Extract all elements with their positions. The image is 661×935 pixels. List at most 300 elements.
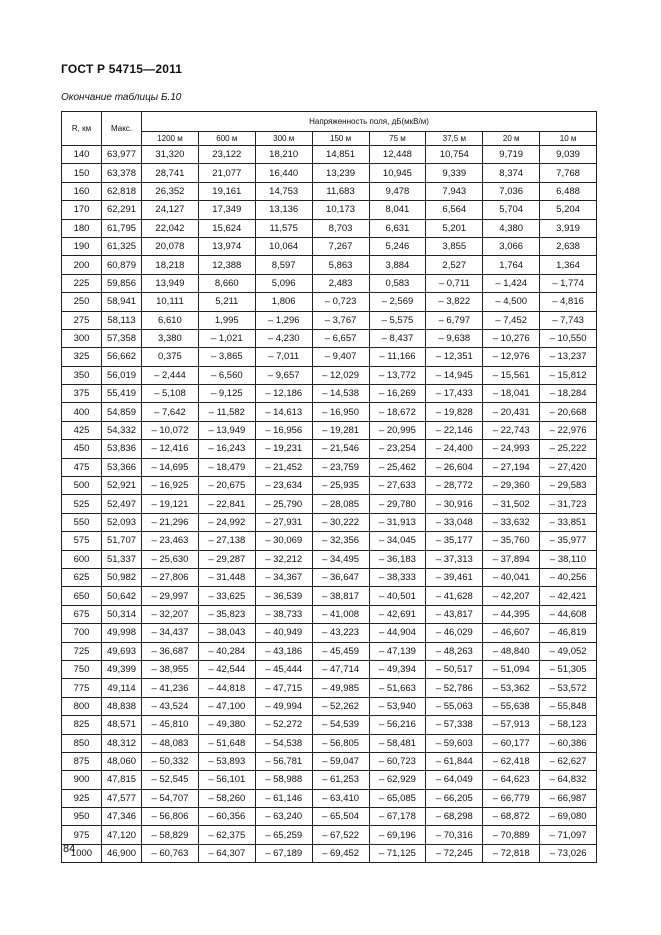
value-cell: – 38,110 bbox=[540, 550, 597, 568]
max-cell: 50,642 bbox=[102, 587, 142, 605]
max-cell: 63,977 bbox=[102, 146, 142, 164]
column-group-header-field-strength: Напряженность поля, дБ(мкВ/м) bbox=[142, 112, 597, 132]
table-row bbox=[62, 421, 597, 439]
value-cell: – 1,021 bbox=[198, 329, 255, 347]
value-cell: – 59,047 bbox=[312, 752, 369, 770]
value-cell: 13,136 bbox=[255, 201, 312, 219]
value-cell: – 11,582 bbox=[198, 403, 255, 421]
table-row bbox=[62, 219, 597, 237]
value-cell: – 14,695 bbox=[142, 458, 199, 476]
document-standard-header: ГОСТ Р 54715—2011 bbox=[61, 62, 183, 76]
value-cell: – 34,367 bbox=[255, 568, 312, 586]
value-cell: – 12,351 bbox=[426, 348, 483, 366]
value-cell: – 35,760 bbox=[483, 532, 540, 550]
distance-cell: 425 bbox=[62, 421, 102, 439]
table-row bbox=[62, 532, 597, 550]
value-cell: – 37,894 bbox=[483, 550, 540, 568]
max-cell: 61,795 bbox=[102, 219, 142, 237]
value-cell: – 48,263 bbox=[426, 642, 483, 660]
value-cell: 0,583 bbox=[369, 274, 426, 292]
table-row bbox=[62, 256, 597, 274]
max-cell: 54,859 bbox=[102, 403, 142, 421]
value-cell: – 41,628 bbox=[426, 587, 483, 605]
value-cell: – 20,995 bbox=[369, 421, 426, 439]
page-number: 84 bbox=[63, 843, 76, 855]
value-cell: – 69,080 bbox=[540, 808, 597, 826]
value-cell: 15,624 bbox=[198, 219, 255, 237]
value-cell: – 56,101 bbox=[198, 771, 255, 789]
value-cell: – 42,207 bbox=[483, 587, 540, 605]
value-cell: 13,239 bbox=[312, 164, 369, 182]
distance-cell: 375 bbox=[62, 385, 102, 403]
max-cell: 47,346 bbox=[102, 808, 142, 826]
distance-cell: 225 bbox=[62, 274, 102, 292]
value-cell: – 16,925 bbox=[142, 477, 199, 495]
value-cell: – 23,254 bbox=[369, 440, 426, 458]
value-cell: 5,204 bbox=[540, 201, 597, 219]
value-cell: – 52,272 bbox=[255, 716, 312, 734]
table-row bbox=[62, 624, 597, 642]
value-cell: 5,704 bbox=[483, 201, 540, 219]
value-cell: – 40,284 bbox=[198, 642, 255, 660]
value-cell: – 42,544 bbox=[198, 660, 255, 678]
value-cell: 2,483 bbox=[312, 274, 369, 292]
value-cell: – 55,848 bbox=[540, 697, 597, 715]
value-cell: – 53,893 bbox=[198, 752, 255, 770]
value-cell: 2,527 bbox=[426, 256, 483, 274]
value-cell: – 22,976 bbox=[540, 421, 597, 439]
value-cell: – 33,632 bbox=[483, 513, 540, 531]
value-cell: – 63,410 bbox=[312, 789, 369, 807]
value-cell: – 27,194 bbox=[483, 458, 540, 476]
value-cell: 5,201 bbox=[426, 219, 483, 237]
value-cell: – 5,575 bbox=[369, 311, 426, 329]
value-cell: – 61,146 bbox=[255, 789, 312, 807]
value-cell: – 65,504 bbox=[312, 808, 369, 826]
value-cell: 5,863 bbox=[312, 256, 369, 274]
distance-cell: 1000 bbox=[62, 844, 102, 862]
value-cell: – 47,714 bbox=[312, 660, 369, 678]
value-cell: – 11,166 bbox=[369, 348, 426, 366]
table-body bbox=[62, 146, 597, 863]
value-cell: – 30,069 bbox=[255, 532, 312, 550]
distance-cell: 160 bbox=[62, 182, 102, 200]
value-cell: 10,754 bbox=[426, 146, 483, 164]
value-cell: – 24,400 bbox=[426, 440, 483, 458]
table-row bbox=[62, 844, 597, 862]
value-cell: – 12,186 bbox=[255, 385, 312, 403]
distance-cell: 325 bbox=[62, 348, 102, 366]
table-row bbox=[62, 789, 597, 807]
table-row bbox=[62, 568, 597, 586]
value-cell: – 50,332 bbox=[142, 752, 199, 770]
value-cell: 2,638 bbox=[540, 237, 597, 255]
table-row bbox=[62, 293, 597, 311]
value-cell: – 2,444 bbox=[142, 366, 199, 384]
value-cell: – 60,386 bbox=[540, 734, 597, 752]
value-cell: – 60,177 bbox=[483, 734, 540, 752]
table-row bbox=[62, 513, 597, 531]
value-cell: 6,488 bbox=[540, 182, 597, 200]
value-cell: 7,768 bbox=[540, 164, 597, 182]
value-cell: – 48,083 bbox=[142, 734, 199, 752]
value-cell: 12,388 bbox=[198, 256, 255, 274]
value-cell: – 69,452 bbox=[312, 844, 369, 862]
value-cell: – 64,307 bbox=[198, 844, 255, 862]
table-row bbox=[62, 550, 597, 568]
value-cell: – 68,298 bbox=[426, 808, 483, 826]
table-row bbox=[62, 237, 597, 255]
value-cell: – 54,539 bbox=[312, 716, 369, 734]
value-cell: – 23,759 bbox=[312, 458, 369, 476]
value-cell: 8,597 bbox=[255, 256, 312, 274]
value-cell: – 15,812 bbox=[540, 366, 597, 384]
column-header-height: 150 м bbox=[312, 132, 369, 146]
value-cell: – 34,437 bbox=[142, 624, 199, 642]
value-cell: 10,945 bbox=[369, 164, 426, 182]
value-cell: – 73,026 bbox=[540, 844, 597, 862]
max-cell: 59,856 bbox=[102, 274, 142, 292]
value-cell: 9,039 bbox=[540, 146, 597, 164]
max-cell: 58,113 bbox=[102, 311, 142, 329]
value-cell: – 12,029 bbox=[312, 366, 369, 384]
table-row bbox=[62, 146, 597, 164]
value-cell: – 30,916 bbox=[426, 495, 483, 513]
table-row bbox=[62, 734, 597, 752]
value-cell: – 1,774 bbox=[540, 274, 597, 292]
max-cell: 57,358 bbox=[102, 329, 142, 347]
value-cell: – 51,094 bbox=[483, 660, 540, 678]
value-cell: – 6,657 bbox=[312, 329, 369, 347]
value-cell: – 47,139 bbox=[369, 642, 426, 660]
max-cell: 62,291 bbox=[102, 201, 142, 219]
value-cell: – 14,945 bbox=[426, 366, 483, 384]
value-cell: – 16,956 bbox=[255, 421, 312, 439]
max-cell: 61,325 bbox=[102, 237, 142, 255]
distance-cell: 350 bbox=[62, 366, 102, 384]
value-cell: – 32,207 bbox=[142, 605, 199, 623]
max-cell: 49,399 bbox=[102, 660, 142, 678]
value-cell: – 10,276 bbox=[483, 329, 540, 347]
value-cell: – 62,627 bbox=[540, 752, 597, 770]
value-cell: – 43,223 bbox=[312, 624, 369, 642]
value-cell: 21,077 bbox=[198, 164, 255, 182]
value-cell: – 65,259 bbox=[255, 826, 312, 844]
value-cell: – 62,375 bbox=[198, 826, 255, 844]
table-row bbox=[62, 605, 597, 623]
value-cell: – 43,524 bbox=[142, 697, 199, 715]
value-cell: – 47,100 bbox=[198, 697, 255, 715]
value-cell: – 50,517 bbox=[426, 660, 483, 678]
value-cell: – 67,522 bbox=[312, 826, 369, 844]
value-cell: – 3,822 bbox=[426, 293, 483, 311]
value-cell: 16,440 bbox=[255, 164, 312, 182]
value-cell: – 39,461 bbox=[426, 568, 483, 586]
value-cell: – 60,723 bbox=[369, 752, 426, 770]
value-cell: – 52,262 bbox=[312, 697, 369, 715]
distance-cell: 525 bbox=[62, 495, 102, 513]
value-cell: – 65,085 bbox=[369, 789, 426, 807]
value-cell: 1,995 bbox=[198, 311, 255, 329]
distance-cell: 875 bbox=[62, 752, 102, 770]
value-cell: 4,380 bbox=[483, 219, 540, 237]
value-cell: 12,448 bbox=[369, 146, 426, 164]
value-cell: – 32,356 bbox=[312, 532, 369, 550]
value-cell: – 7,642 bbox=[142, 403, 199, 421]
value-cell: – 52,786 bbox=[426, 679, 483, 697]
value-cell: – 1,296 bbox=[255, 311, 312, 329]
value-cell: – 27,806 bbox=[142, 568, 199, 586]
value-cell: – 7,011 bbox=[255, 348, 312, 366]
distance-cell: 200 bbox=[62, 256, 102, 274]
value-cell: 6,610 bbox=[142, 311, 199, 329]
distance-cell: 700 bbox=[62, 624, 102, 642]
table-row bbox=[62, 495, 597, 513]
distance-cell: 275 bbox=[62, 311, 102, 329]
value-cell: – 69,196 bbox=[369, 826, 426, 844]
table-row bbox=[62, 679, 597, 697]
value-cell: 6,564 bbox=[426, 201, 483, 219]
max-cell: 50,982 bbox=[102, 568, 142, 586]
value-cell: – 61,844 bbox=[426, 752, 483, 770]
value-cell: – 18,672 bbox=[369, 403, 426, 421]
value-cell: 3,855 bbox=[426, 237, 483, 255]
value-cell: – 58,123 bbox=[540, 716, 597, 734]
table-row bbox=[62, 808, 597, 826]
value-cell: – 27,931 bbox=[255, 513, 312, 531]
table-row bbox=[62, 201, 597, 219]
value-cell: – 60,763 bbox=[142, 844, 199, 862]
value-cell: 3,066 bbox=[483, 237, 540, 255]
value-cell: – 38,333 bbox=[369, 568, 426, 586]
value-cell: 9,478 bbox=[369, 182, 426, 200]
value-cell: 9,339 bbox=[426, 164, 483, 182]
value-cell: – 53,572 bbox=[540, 679, 597, 697]
distance-cell: 190 bbox=[62, 237, 102, 255]
value-cell: – 27,138 bbox=[198, 532, 255, 550]
value-cell: – 42,421 bbox=[540, 587, 597, 605]
value-cell: – 20,668 bbox=[540, 403, 597, 421]
value-cell: – 40,256 bbox=[540, 568, 597, 586]
value-cell: – 18,041 bbox=[483, 385, 540, 403]
value-cell: – 22,841 bbox=[198, 495, 255, 513]
value-cell: – 49,052 bbox=[540, 642, 597, 660]
value-cell: 10,173 bbox=[312, 201, 369, 219]
value-cell: – 4,230 bbox=[255, 329, 312, 347]
distance-cell: 850 bbox=[62, 734, 102, 752]
value-cell: – 57,913 bbox=[483, 716, 540, 734]
value-cell: – 47,715 bbox=[255, 679, 312, 697]
value-cell: 31,320 bbox=[142, 146, 199, 164]
max-cell: 60,879 bbox=[102, 256, 142, 274]
value-cell: – 27,633 bbox=[369, 477, 426, 495]
value-cell: – 6,560 bbox=[198, 366, 255, 384]
value-cell: – 64,832 bbox=[540, 771, 597, 789]
value-cell: – 5,108 bbox=[142, 385, 199, 403]
value-cell: – 7,743 bbox=[540, 311, 597, 329]
table-row bbox=[62, 164, 597, 182]
value-cell: – 0,723 bbox=[312, 293, 369, 311]
value-cell: – 9,407 bbox=[312, 348, 369, 366]
value-cell: – 36,687 bbox=[142, 642, 199, 660]
value-cell: – 51,663 bbox=[369, 679, 426, 697]
max-cell: 56,662 bbox=[102, 348, 142, 366]
value-cell: – 28,772 bbox=[426, 477, 483, 495]
value-cell: – 1,424 bbox=[483, 274, 540, 292]
value-cell: – 9,125 bbox=[198, 385, 255, 403]
value-cell: – 35,977 bbox=[540, 532, 597, 550]
value-cell: – 28,085 bbox=[312, 495, 369, 513]
max-cell: 48,571 bbox=[102, 716, 142, 734]
value-cell: – 44,395 bbox=[483, 605, 540, 623]
value-cell: – 62,929 bbox=[369, 771, 426, 789]
value-cell: – 27,420 bbox=[540, 458, 597, 476]
max-cell: 52,921 bbox=[102, 477, 142, 495]
distance-cell: 775 bbox=[62, 679, 102, 697]
value-cell: – 41,008 bbox=[312, 605, 369, 623]
value-cell: – 61,253 bbox=[312, 771, 369, 789]
value-cell: – 54,707 bbox=[142, 789, 199, 807]
value-cell: – 38,817 bbox=[312, 587, 369, 605]
table-row bbox=[62, 311, 597, 329]
table-row bbox=[62, 716, 597, 734]
table-row bbox=[62, 477, 597, 495]
value-cell: – 16,950 bbox=[312, 403, 369, 421]
value-cell: – 49,994 bbox=[255, 697, 312, 715]
value-cell: – 38,955 bbox=[142, 660, 199, 678]
value-cell: – 46,819 bbox=[540, 624, 597, 642]
distance-cell: 975 bbox=[62, 826, 102, 844]
value-cell: 5,246 bbox=[369, 237, 426, 255]
value-cell: – 6,797 bbox=[426, 311, 483, 329]
table-header bbox=[62, 112, 597, 146]
max-cell: 48,312 bbox=[102, 734, 142, 752]
value-cell: – 35,177 bbox=[426, 532, 483, 550]
max-cell: 53,836 bbox=[102, 440, 142, 458]
value-cell: – 19,281 bbox=[312, 421, 369, 439]
max-cell: 52,093 bbox=[102, 513, 142, 531]
table-row bbox=[62, 771, 597, 789]
value-cell: – 43,817 bbox=[426, 605, 483, 623]
value-cell: – 25,790 bbox=[255, 495, 312, 513]
value-cell: – 51,305 bbox=[540, 660, 597, 678]
value-cell: – 45,459 bbox=[312, 642, 369, 660]
value-cell: – 46,029 bbox=[426, 624, 483, 642]
value-cell: – 7,452 bbox=[483, 311, 540, 329]
value-cell: 14,753 bbox=[255, 182, 312, 200]
value-cell: – 32,212 bbox=[255, 550, 312, 568]
value-cell: – 56,805 bbox=[312, 734, 369, 752]
column-header-height: 20 м bbox=[483, 132, 540, 146]
value-cell: – 24,993 bbox=[483, 440, 540, 458]
column-header-max: Макс. bbox=[102, 112, 142, 146]
value-cell: – 58,481 bbox=[369, 734, 426, 752]
column-header-height: 600 м bbox=[198, 132, 255, 146]
value-cell: 5,096 bbox=[255, 274, 312, 292]
max-cell: 51,337 bbox=[102, 550, 142, 568]
value-cell: – 26,604 bbox=[426, 458, 483, 476]
distance-cell: 400 bbox=[62, 403, 102, 421]
max-cell: 47,815 bbox=[102, 771, 142, 789]
value-cell: – 0,711 bbox=[426, 274, 483, 292]
value-cell: – 66,779 bbox=[483, 789, 540, 807]
distance-cell: 475 bbox=[62, 458, 102, 476]
value-cell: – 19,828 bbox=[426, 403, 483, 421]
value-cell: – 23,463 bbox=[142, 532, 199, 550]
distance-cell: 180 bbox=[62, 219, 102, 237]
max-cell: 56,019 bbox=[102, 366, 142, 384]
value-cell: – 48,840 bbox=[483, 642, 540, 660]
table-row bbox=[62, 587, 597, 605]
distance-cell: 170 bbox=[62, 201, 102, 219]
value-cell: – 20,431 bbox=[483, 403, 540, 421]
value-cell: 17,349 bbox=[198, 201, 255, 219]
height-header-row bbox=[62, 132, 597, 146]
distance-cell: 900 bbox=[62, 771, 102, 789]
value-cell: – 33,851 bbox=[540, 513, 597, 531]
value-cell: – 12,416 bbox=[142, 440, 199, 458]
value-cell: – 38,043 bbox=[198, 624, 255, 642]
value-cell: – 58,829 bbox=[142, 826, 199, 844]
table-row bbox=[62, 329, 597, 347]
value-cell: – 25,935 bbox=[312, 477, 369, 495]
distance-cell: 250 bbox=[62, 293, 102, 311]
value-cell: – 29,287 bbox=[198, 550, 255, 568]
table-caption: Окончание таблицы Б.10 bbox=[61, 92, 182, 103]
value-cell: – 16,269 bbox=[369, 385, 426, 403]
value-cell: 10,111 bbox=[142, 293, 199, 311]
value-cell: – 34,495 bbox=[312, 550, 369, 568]
table-row bbox=[62, 403, 597, 421]
value-cell: 9,719 bbox=[483, 146, 540, 164]
distance-cell: 625 bbox=[62, 568, 102, 586]
value-cell: 3,884 bbox=[369, 256, 426, 274]
value-cell: – 56,806 bbox=[142, 808, 199, 826]
value-cell: – 40,041 bbox=[483, 568, 540, 586]
value-cell: 10,064 bbox=[255, 237, 312, 255]
distance-cell: 600 bbox=[62, 550, 102, 568]
value-cell: – 16,243 bbox=[198, 440, 255, 458]
value-cell: – 72,245 bbox=[426, 844, 483, 862]
value-cell: – 44,818 bbox=[198, 679, 255, 697]
value-cell: – 18,284 bbox=[540, 385, 597, 403]
value-cell: – 21,452 bbox=[255, 458, 312, 476]
value-cell: – 66,987 bbox=[540, 789, 597, 807]
value-cell: – 31,502 bbox=[483, 495, 540, 513]
value-cell: – 4,500 bbox=[483, 293, 540, 311]
value-cell: – 44,904 bbox=[369, 624, 426, 642]
value-cell: – 40,949 bbox=[255, 624, 312, 642]
distance-cell: 925 bbox=[62, 789, 102, 807]
value-cell: – 44,608 bbox=[540, 605, 597, 623]
value-cell: 13,974 bbox=[198, 237, 255, 255]
value-cell: – 66,205 bbox=[426, 789, 483, 807]
max-cell: 47,577 bbox=[102, 789, 142, 807]
column-header-height: 1200 м bbox=[142, 132, 199, 146]
value-cell: 7,267 bbox=[312, 237, 369, 255]
value-cell: – 4,816 bbox=[540, 293, 597, 311]
value-cell: – 33,625 bbox=[198, 587, 255, 605]
distance-cell: 750 bbox=[62, 660, 102, 678]
value-cell: 26,352 bbox=[142, 182, 199, 200]
max-cell: 51,707 bbox=[102, 532, 142, 550]
value-cell: – 2,569 bbox=[369, 293, 426, 311]
distance-cell: 450 bbox=[62, 440, 102, 458]
value-cell: 11,575 bbox=[255, 219, 312, 237]
value-cell: – 58,260 bbox=[198, 789, 255, 807]
value-cell: – 63,240 bbox=[255, 808, 312, 826]
value-cell: – 13,949 bbox=[198, 421, 255, 439]
